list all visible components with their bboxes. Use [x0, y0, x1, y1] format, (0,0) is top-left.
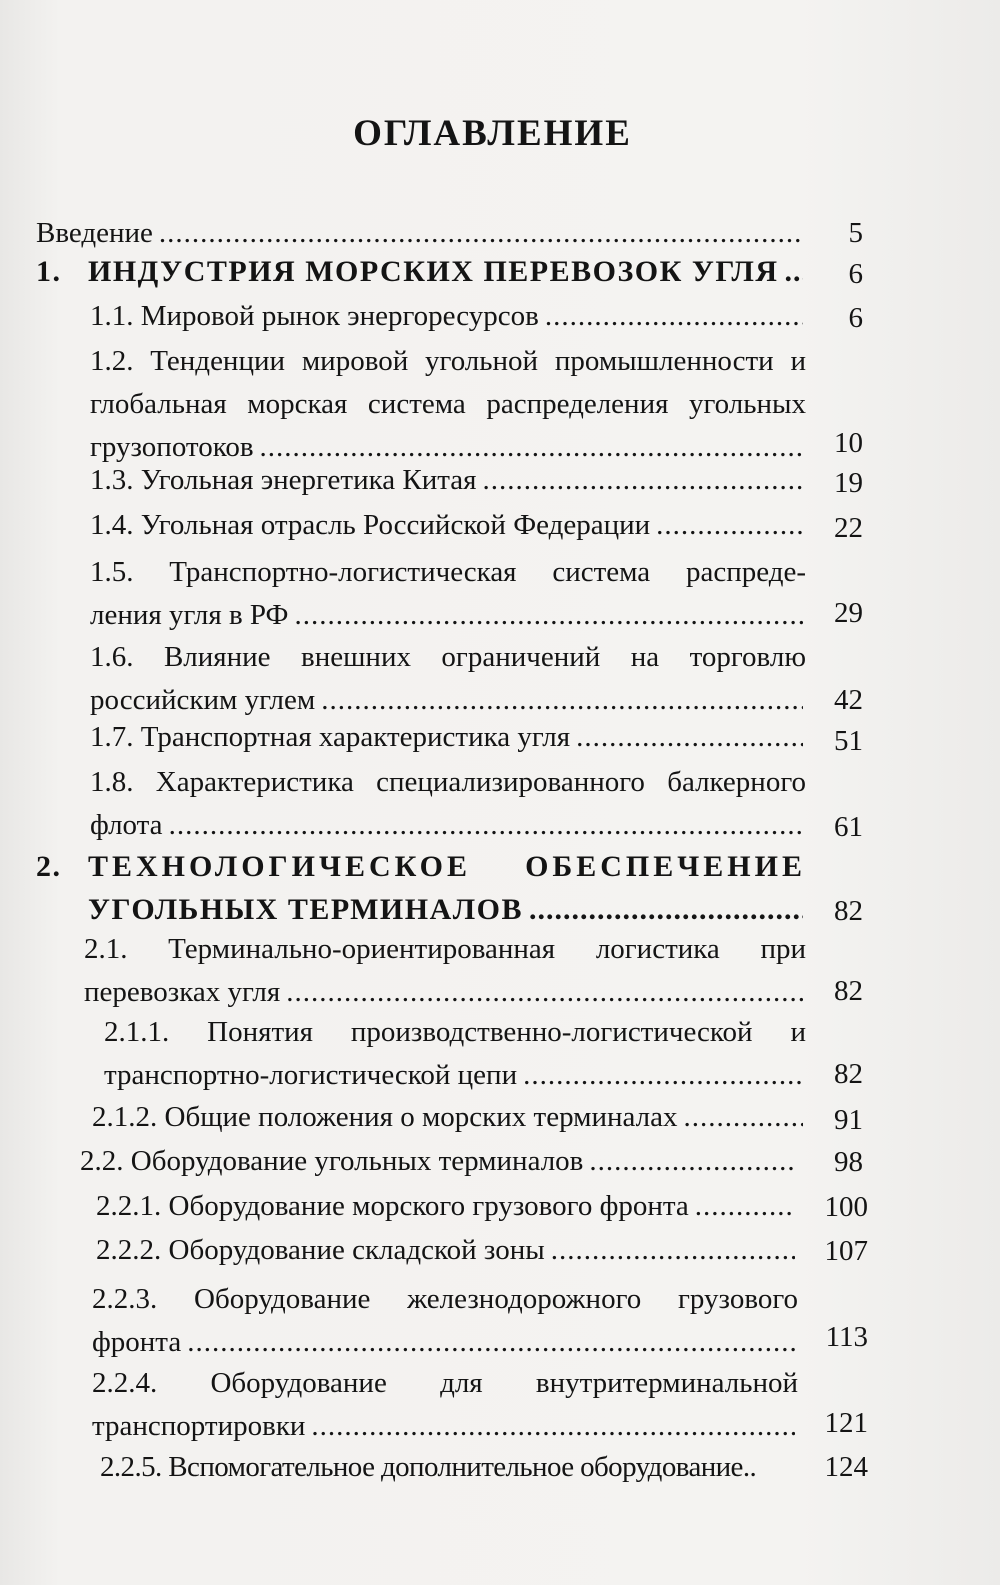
toc-entry-1-4	[90, 504, 806, 547]
toc-entry-text: ления угля в РФ	[90, 599, 289, 631]
toc-entry-2-2-3	[92, 1278, 798, 1364]
toc-page-number: 91	[834, 1104, 863, 1136]
toc-entry-1-8	[90, 761, 806, 847]
toc-entry-text: 2.2.5. Вспомогательное дополнительное оборудование..	[100, 1451, 757, 1483]
toc-entry-text-line: 1.2. Тенденции мировой угольной промышленности и	[90, 345, 806, 377]
toc-entry-text: фронта	[92, 1326, 182, 1358]
toc-page-number: 19	[834, 467, 863, 499]
toc-page-number: 124	[824, 1451, 868, 1483]
toc-entry-2-2	[80, 1140, 798, 1183]
toc-page-number: 98	[834, 1146, 863, 1178]
chapter-number: 1.	[36, 255, 62, 288]
toc-entry-text-line: ТЕХНОЛОГИЧЕСКОЕ ОБЕСПЕЧЕНИЕ	[88, 850, 806, 883]
toc-page-number: 107	[824, 1235, 868, 1267]
toc-entry-text-line: 1.6. Влияние внешних ограничений на торговлю	[90, 641, 806, 673]
toc-entry-text-line: 2.1. Терминально-ориентированная логистика при	[84, 933, 806, 965]
toc-entry-text: 2.2. Оборудование угольных терминалов	[80, 1145, 584, 1177]
toc-entry-2-2-5	[100, 1446, 800, 1489]
toc-entry-2-2-2	[96, 1229, 798, 1272]
toc-page-number: 113	[825, 1321, 868, 1353]
toc-entry-text: ИНДУСТРИЯ МОРСКИХ ПЕРЕВОЗОК УГЛЯ	[88, 255, 779, 288]
toc-page-number: 10	[834, 427, 863, 459]
toc-page-number: 121	[824, 1407, 868, 1439]
toc-entry-2-1-1	[104, 1011, 806, 1097]
toc-entry-2-2-4	[92, 1362, 798, 1448]
toc-entry-text: российским углем	[90, 684, 316, 716]
toc-entry-text: УГОЛЬНЫХ ТЕРМИНАЛОВ	[88, 893, 523, 926]
toc-entry-text: 2.2.2. Оборудование складской зоны	[96, 1234, 545, 1266]
toc-chapter-1	[36, 250, 806, 293]
toc-page-number: 82	[834, 975, 863, 1007]
toc-page-number: 29	[834, 597, 863, 629]
toc-page-number: 22	[834, 512, 863, 544]
page-title: ОГЛАВЛЕНИЕ	[353, 113, 632, 154]
toc-page-number: 6	[848, 258, 863, 290]
toc-entry-1-3	[90, 459, 806, 502]
toc-entry-introduction	[36, 190, 806, 255]
toc-entry-1-1	[90, 295, 806, 338]
toc-entry-text-line: 1.8. Характеристика специализированного балкерного	[90, 766, 806, 798]
toc-page-number: 61	[834, 811, 863, 843]
toc-entry-1-2	[90, 340, 806, 469]
toc-entry-text: транспортно-логистической цепи	[104, 1059, 518, 1091]
toc-entry-text: 1.3. Угольная энергетика Китая	[90, 464, 477, 496]
toc-entry-text: 1.4. Угольная отрасль Российской Федерации	[90, 509, 651, 541]
toc-entry-text: 1.1. Мировой рынок энергоресурсов	[90, 300, 539, 332]
toc-entry-text-line: 2.1.1. Понятия производственно-логистической и	[104, 1016, 806, 1048]
toc-entry-text-line: 2.2.3. Оборудование железнодорожного грузового	[92, 1283, 798, 1315]
toc-entry-text: флота	[90, 809, 163, 841]
toc-page-number: 5	[848, 217, 863, 249]
toc-entry-text: грузопотоков	[90, 431, 254, 463]
toc-entry-text: 2.1.2. Общие положения о морских терминалах	[92, 1101, 678, 1133]
toc-page-number: 100	[824, 1191, 868, 1223]
toc-entry-2-2-1	[96, 1185, 798, 1228]
toc-entry-1-7	[90, 716, 806, 759]
toc-page-number: 82	[834, 1058, 863, 1090]
toc-entry-text: 2.2.1. Оборудование морского грузового фронта	[96, 1190, 689, 1222]
toc-chapter-2	[36, 845, 806, 931]
toc-entry-1-6	[90, 636, 806, 722]
toc-entry-text: перевозках угля	[84, 976, 281, 1008]
toc-page-number: 42	[834, 684, 863, 716]
toc-page-number: 51	[834, 725, 863, 757]
toc-entry-1-5	[90, 551, 806, 637]
toc-entry-text: Введение	[36, 217, 153, 249]
toc-entry-text: транспортировки	[92, 1410, 306, 1442]
toc-entry-text-line: 1.5. Транспортно-логистическая система распреде-	[90, 556, 806, 588]
toc-entry-2-1-2	[92, 1096, 806, 1139]
toc-entry-2-1	[84, 928, 806, 1014]
toc-page-number: 82	[834, 895, 863, 927]
toc-entry-text-line: 2.2.4. Оборудование для внутритерминальной	[92, 1367, 798, 1399]
toc-entry-text: 1.7. Транспортная характеристика угля	[90, 721, 571, 753]
toc-page-number: 6	[848, 302, 863, 334]
toc-entry-text-line: глобальная морская система распределения угольных	[90, 388, 806, 420]
chapter-number: 2.	[36, 850, 62, 883]
